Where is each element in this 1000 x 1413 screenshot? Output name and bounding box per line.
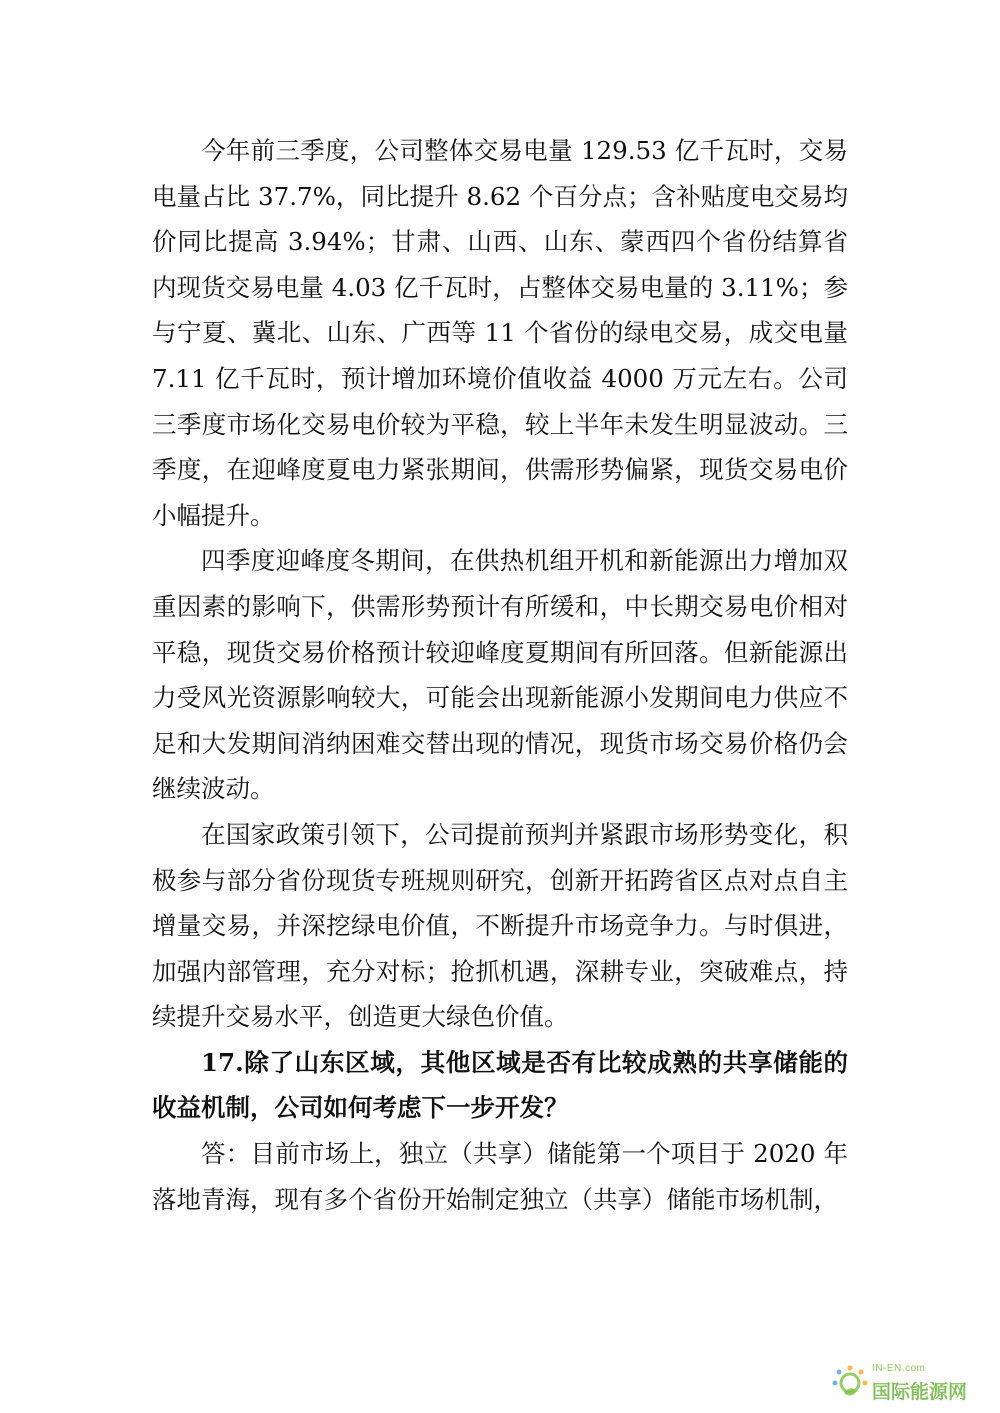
watermark-logo [830, 1361, 990, 1405]
paragraph-policy: 在国家政策引领下，公司提前预判并紧跟市场形势变化，积极参与部分省份现货专班规则研究，创新开拓跨省区点对点自主增量交易，并深挖绿电价值，不断提升市场竞争力。与时俱进，加强内部管理，充分对标；抢抓机遇，深耕专业，突破难点，持续提升交易水平，创造更大绿色价值。 [152, 819, 848, 1032]
question-heading: 17.除了山东区域，其他区域是否有比较成熟的共享储能的收益机制，公司如何考虑下一步开发？ [152, 1047, 848, 1123]
sun-leaf-icon [830, 1363, 870, 1403]
paragraph-trading-volume: 今年前三季度，公司整体交易电量 129.53 亿千瓦时，交易电量占比 37.7%，同比提升 8.62 个百分点；含补贴度电交易均价同比提高 3.94%；甘肃、山西、山东、蒙西四个省份结算省内现货交易电量 4.03 亿千瓦时，占整体交易电量的 3.11%；参与宁夏、冀北、山东、广西等 11 个省份的绿电交易，成交电量 7.11 亿千瓦时，预计增加环境价值收益 4000 万元左右。公司三季度市场化交易电价较为平稳，较上半年未发生明显波动。三季度，在迎峰度夏电力紧张期间，供需形势偏紧，现货交易电价小幅提升。 [152, 136, 848, 530]
paragraph-winter-outlook: 四季度迎峰度冬期间，在供热机组开机和新能源出力增加双重因素的影响下，供需形势预计有所缓和，中长期交易电价相对平稳，现货交易价格预计较迎峰度夏期间有所回落。但新能源出力受风光资源影响较大，可能会出现新能源小发期间电力供应不足和大发期间消纳困难交替出现的情况，现货市场交易价格仍会继续波动。 [152, 546, 848, 804]
watermark-site: IN-EN.com [872, 1363, 926, 1374]
answer-paragraph: 答：目前市场上，独立（共享）储能第一个项目于 2020 年落地青海，现有多个省份开始制定独立（共享）储能市场机制， [152, 1139, 848, 1214]
watermark-name: 国际能源网 [872, 1381, 968, 1403]
document-page [152, 128, 848, 1222]
